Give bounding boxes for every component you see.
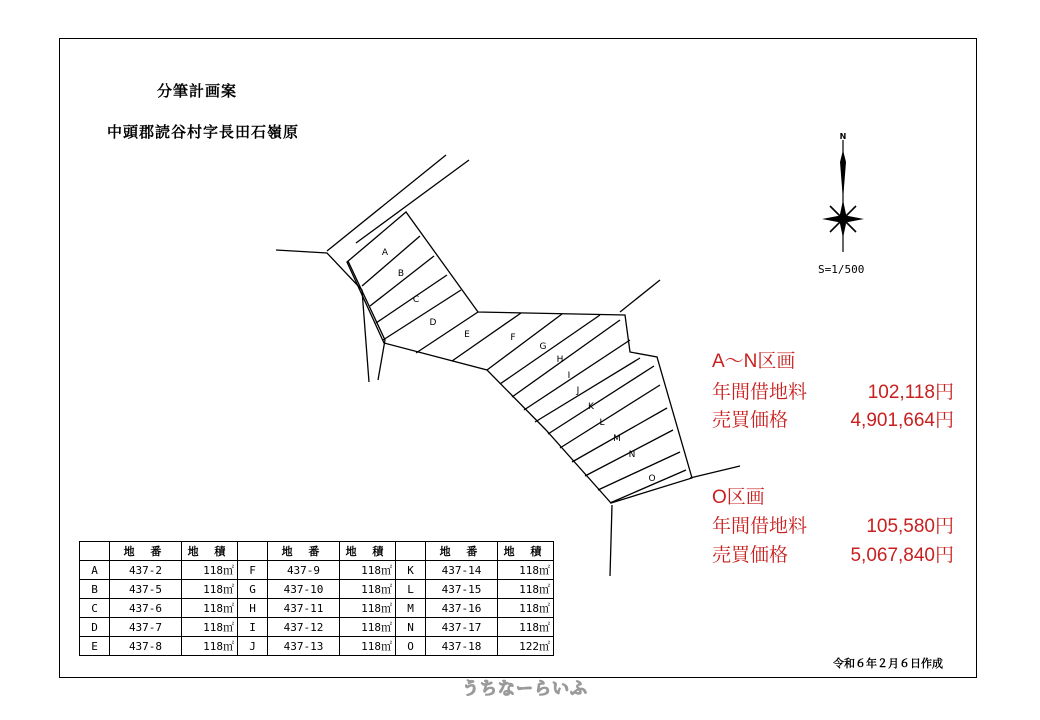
group1-rent-label: 年間借地料	[712, 382, 808, 403]
lot-area: 118㎡	[182, 637, 238, 656]
road-edge-upper	[327, 155, 446, 251]
location-label: 中頭郡読谷村字長田石嶺原	[107, 123, 300, 141]
table-header-cell	[238, 542, 268, 561]
table-row	[80, 618, 554, 637]
lot-line	[376, 275, 447, 323]
page-title: 分筆計画案	[157, 82, 238, 100]
lot-area: 118㎡	[182, 580, 238, 599]
lot-number: 437-10	[268, 580, 340, 599]
group2-rent-value: 105,580円	[866, 516, 954, 537]
parcel-boundary	[347, 212, 692, 503]
lot-area: 118㎡	[498, 561, 554, 580]
lot-table	[79, 541, 554, 656]
lot-line	[487, 314, 562, 370]
table-header-area: 地 積	[340, 542, 396, 561]
lot-line	[383, 290, 461, 340]
lot-number: 437-11	[268, 599, 340, 618]
table-header-num: 地 番	[268, 542, 340, 561]
lot-id: G	[238, 580, 268, 599]
lot-area: 118㎡	[340, 580, 396, 599]
creation-date: 令和６年２月６日作成	[833, 657, 943, 670]
north-label: N	[839, 132, 847, 141]
table-header-num: 地 番	[426, 542, 498, 561]
group2-heading: O区画	[712, 487, 765, 508]
lot-number: 437-14	[426, 561, 498, 580]
lot-number: 437-18	[426, 637, 498, 656]
lot-id: O	[396, 637, 426, 656]
lot-area: 118㎡	[498, 618, 554, 637]
lot-id: B	[80, 580, 110, 599]
group1-heading: A〜N区画	[712, 351, 796, 372]
scale-label: S=1/500	[818, 263, 865, 276]
table-row	[80, 599, 554, 618]
lot-label: K	[588, 402, 594, 412]
lot-label: E	[464, 330, 470, 340]
table-header-cell	[80, 542, 110, 561]
table-row	[80, 637, 554, 656]
road-edge-right-top	[620, 280, 660, 312]
lot-id: F	[238, 561, 268, 580]
lot-number: 437-16	[426, 599, 498, 618]
lot-area: 118㎡	[340, 561, 396, 580]
lot-line	[598, 452, 680, 490]
lot-id: N	[396, 618, 426, 637]
group1-rent-value: 102,118円	[867, 382, 954, 403]
lot-id: E	[80, 637, 110, 656]
lot-label: A	[381, 248, 389, 258]
lot-id: D	[80, 618, 110, 637]
table-row	[80, 561, 554, 580]
lot-label: M	[613, 434, 621, 444]
lot-line	[512, 320, 620, 397]
lot-id: I	[238, 618, 268, 637]
lot-number: 437-13	[268, 637, 340, 656]
lot-id: A	[80, 561, 110, 580]
lot-number: 437-2	[110, 561, 182, 580]
lot-area: 118㎡	[498, 599, 554, 618]
lot-id: K	[396, 561, 426, 580]
lot-label: I	[567, 371, 571, 381]
lot-id: C	[80, 599, 110, 618]
lot-number: 437-5	[110, 580, 182, 599]
lot-number: 437-8	[110, 637, 182, 656]
table-header-area: 地 積	[182, 542, 238, 561]
road-edge-right-bottom	[690, 466, 740, 478]
lot-line	[370, 256, 434, 306]
lot-area: 118㎡	[182, 618, 238, 637]
lot-label: G	[539, 342, 547, 352]
lot-area: 118㎡	[340, 637, 396, 656]
lot-label: L	[599, 418, 605, 428]
table-header-cell	[396, 542, 426, 561]
lot-id: L	[396, 580, 426, 599]
lot-id: M	[396, 599, 426, 618]
table-row	[80, 580, 554, 599]
lot-label: C	[412, 295, 420, 305]
lot-label: D	[429, 318, 437, 328]
watermark: うちなーらいふ	[462, 679, 588, 699]
north-arrow-icon	[822, 132, 864, 252]
lot-area: 118㎡	[182, 561, 238, 580]
lot-number: 437-15	[426, 580, 498, 599]
lot-area: 118㎡	[498, 580, 554, 599]
lot-label: N	[628, 450, 636, 460]
lot-area: 118㎡	[340, 618, 396, 637]
lot-label: B	[397, 269, 405, 279]
lot-number: 437-17	[426, 618, 498, 637]
group2-price-label: 売買価格	[712, 545, 789, 566]
table-header-row	[80, 542, 554, 561]
lot-area: 118㎡	[182, 599, 238, 618]
lot-label: H	[556, 355, 564, 365]
road-edge-left	[276, 250, 369, 382]
lot-label: J	[576, 386, 580, 396]
lot-id: H	[238, 599, 268, 618]
lot-area: 118㎡	[340, 599, 396, 618]
table-header-num: 地 番	[110, 542, 182, 561]
lot-number: 437-12	[268, 618, 340, 637]
road-edge-bottom	[610, 505, 612, 576]
table-header-area: 地 積	[498, 542, 554, 561]
lot-label: O	[648, 474, 656, 484]
group2-price-value: 5,067,840円	[850, 545, 954, 566]
group1-price-value: 4,901,664円	[850, 410, 954, 431]
lot-id: J	[238, 637, 268, 656]
lot-number: 437-6	[110, 599, 182, 618]
lot-number: 437-7	[110, 618, 182, 637]
lot-line	[362, 236, 420, 286]
lot-label: F	[510, 333, 516, 343]
group2-rent-label: 年間借地料	[712, 516, 808, 537]
lot-number: 437-9	[268, 561, 340, 580]
lot-area: 122㎡	[498, 637, 554, 656]
road-edge-upper-2	[356, 160, 469, 243]
group1-price-label: 売買価格	[712, 410, 789, 431]
